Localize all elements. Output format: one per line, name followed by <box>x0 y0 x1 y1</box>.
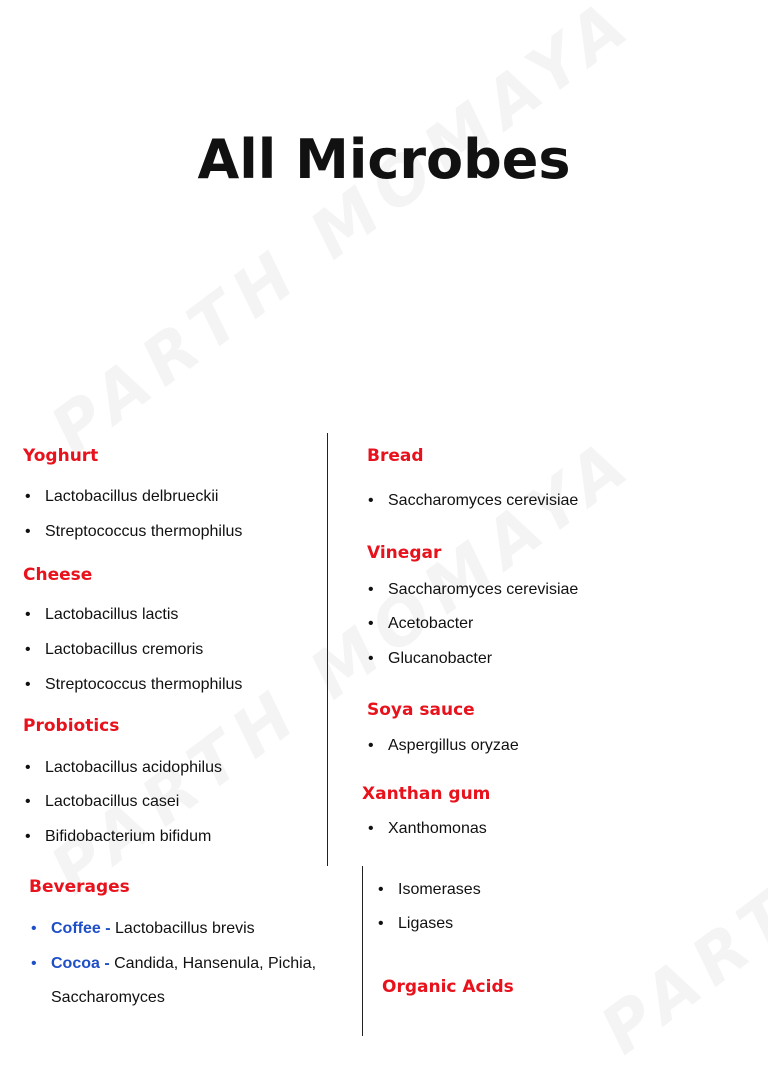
list-item: Lactobacillus cremoris <box>45 641 204 658</box>
list-item: Aspergillus oryzae <box>388 737 519 754</box>
cocoa-value: Candida, Hansenula, Pichia, <box>114 955 317 972</box>
cocoa-value-continued: Saccharomyces <box>51 989 165 1006</box>
cocoa-label: Cocoa - <box>51 955 110 972</box>
list-item: Streptococcus thermophilus <box>45 523 243 540</box>
bullet: • <box>31 955 37 972</box>
list-item: Bifidobacterium bifidum <box>45 828 212 845</box>
bullet: • <box>25 641 31 658</box>
list-item: Lactobacillus acidophilus <box>45 759 222 776</box>
heading-vinegar: Vinegar <box>367 543 442 563</box>
bullet: • <box>25 523 31 540</box>
bullet: • <box>368 615 374 632</box>
heading-organic-acids: Organic Acids <box>382 977 514 997</box>
bullet: • <box>378 881 384 898</box>
bullet: • <box>368 581 374 598</box>
bullet: • <box>25 828 31 845</box>
bullet: • <box>25 488 31 505</box>
heading-xanthan-gum: Xanthan gum <box>362 784 491 804</box>
list-item: Saccharomyces cerevisiae <box>388 581 579 598</box>
bullet: • <box>25 606 31 623</box>
bullet: • <box>368 820 374 837</box>
bullet: • <box>31 920 37 937</box>
column-divider <box>362 866 363 1036</box>
bullet: • <box>25 759 31 776</box>
watermark-text <box>37 0 649 469</box>
coffee-value: Lactobacillus brevis <box>115 920 255 937</box>
bullet: • <box>25 793 31 810</box>
heading-cheese: Cheese <box>23 565 93 585</box>
bullet: • <box>368 492 374 509</box>
list-item: Lactobacillus lactis <box>45 606 179 623</box>
bullet: • <box>378 915 384 932</box>
list-item: Xanthomonas <box>388 820 487 837</box>
heading-bread: Bread <box>367 446 424 466</box>
bullet: • <box>368 737 374 754</box>
heading-yoghurt: Yoghurt <box>23 446 99 466</box>
list-item: Streptococcus thermophilus <box>45 676 243 693</box>
list-item: Lactobacillus casei <box>45 793 180 810</box>
list-item: Saccharomyces cerevisiae <box>388 492 579 509</box>
list-item-coffee <box>51 920 255 938</box>
list-item: Isomerases <box>398 881 481 898</box>
list-item: Acetobacter <box>388 615 474 632</box>
bullet: • <box>368 650 374 667</box>
list-item-cocoa <box>51 955 316 973</box>
watermark-text <box>587 582 768 1069</box>
coffee-label: Coffee - <box>51 920 111 937</box>
heading-probiotics: Probiotics <box>23 716 120 736</box>
heading-beverages: Beverages <box>29 877 130 897</box>
heading-soya-sauce: Soya sauce <box>367 700 475 720</box>
list-item: Ligases <box>398 915 454 932</box>
list-item: Lactobacillus delbrueckii <box>45 488 219 505</box>
page-title: All Microbes <box>197 128 571 191</box>
list-item: Glucanobacter <box>388 650 493 667</box>
bullet: • <box>25 676 31 693</box>
column-divider <box>327 433 328 866</box>
